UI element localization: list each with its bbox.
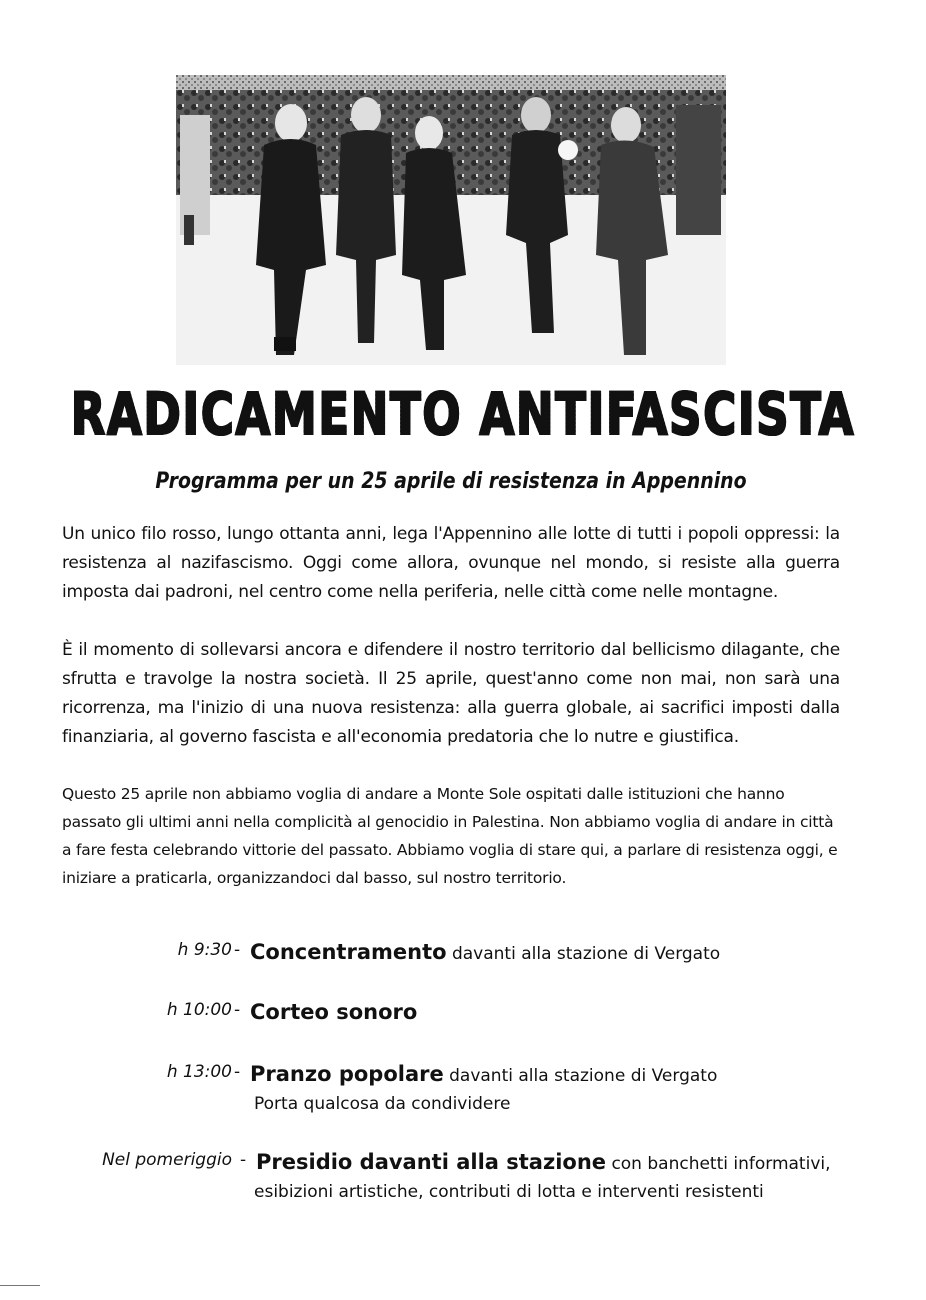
schedule-dash: - — [234, 940, 241, 960]
subtitle: Programma per un 25 aprile di resistenza in Appennino — [155, 469, 747, 494]
schedule-dash: - — [234, 1000, 241, 1020]
schedule-note: Porta qualcosa da condividere — [254, 1094, 511, 1114]
schedule-time: h 9:30 — [177, 940, 232, 960]
schedule-time: Nel pomeriggio — [102, 1150, 232, 1170]
schedule-event: Pranzo popolare — [250, 1062, 444, 1086]
paragraph-1: Un unico filo rosso, lungo ottanta anni, lega l'Appennino alle lotte di tutti i popoli oppressi: la resistenza al nazifascismo. Oggi come allora, ovunque nel mondo, si resiste alla guerra imposta dai padroni, nel centro come nella periferia, nelle città come nelle montagne. — [62, 524, 840, 602]
paragraph-3: Questo 25 aprile non abbiamo voglia di andare a Monte Sole ospitati dalle istituzioni che hanno passato gli ultimi anni nella complicità al genocidio in Palestina. Non abbiamo voglia di andare in città a fare festa celebrando vittorie del passato. Abbiamo voglia di stare qui, a parlare di resistenza oggi, e iniziare a praticarla, organizzandoci dal basso, sul nostro territorio. — [62, 785, 838, 887]
schedule-main — [250, 940, 720, 964]
scan-mark — [0, 1285, 40, 1286]
schedule-main — [250, 1062, 717, 1086]
schedule-detail: con banchetti informativi, — [611, 1154, 831, 1174]
header-photo — [176, 75, 726, 365]
schedule-note: esibizioni artistiche, contributi di lotta e interventi resistenti — [254, 1182, 764, 1202]
partisan-women-photo-icon — [176, 75, 726, 365]
schedule-event: Presidio davanti alla stazione — [256, 1150, 607, 1174]
schedule-time: h 10:00 — [166, 1000, 232, 1020]
schedule-main — [256, 1150, 831, 1174]
page-title: RADICAMENTO ANTIFASCISTA — [65, 380, 861, 448]
schedule-dash: - — [240, 1150, 247, 1170]
schedule-main — [250, 1000, 417, 1024]
schedule-detail: davanti alla stazione di Vergato — [451, 944, 721, 964]
schedule-time: h 13:00 — [166, 1062, 232, 1082]
schedule-detail: davanti alla stazione di Vergato — [449, 1066, 718, 1086]
schedule-dash: - — [234, 1062, 241, 1082]
paragraph-2: È il momento di sollevarsi ancora e difendere il nostro territorio dal bellicismo dilagante, che sfrutta e travolge la nostra società. Il 25 aprile, quest'anno come non mai, non sarà una ricorrenza, ma l'inizio di una nuova resistenza: alla guerra globale, ai sacrifici imposti dalla finanziaria, al governo fascista e all'economia predatoria che lo nutre e giustifica. — [62, 640, 840, 747]
schedule-event: Concentramento — [250, 940, 447, 964]
schedule-event: Corteo sonoro — [250, 1000, 418, 1024]
